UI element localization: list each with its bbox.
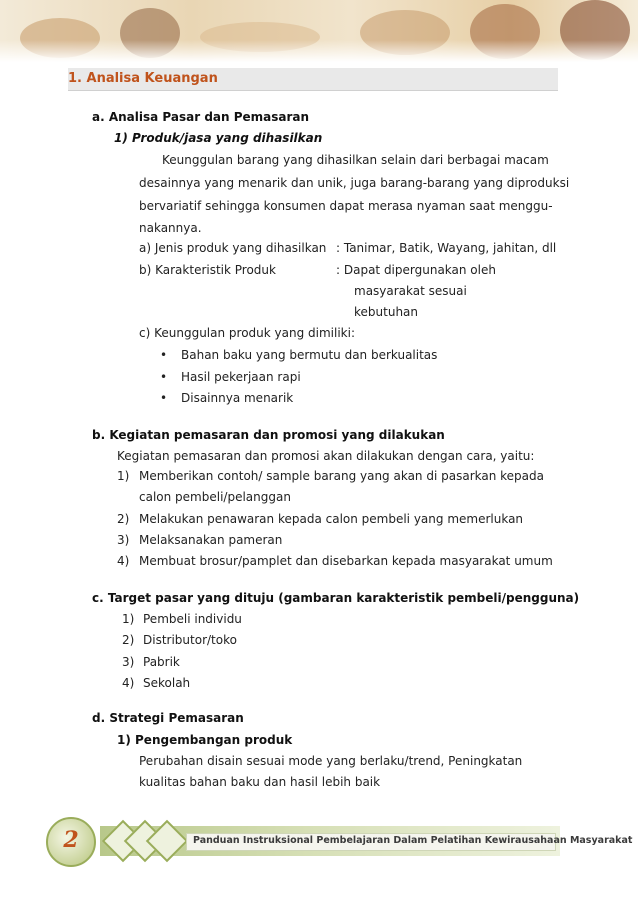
page-number-badge	[46, 817, 96, 867]
subheading-d1: 1) Pengembangan produk	[117, 733, 293, 747]
bullet-item-3: Disainnya menarik	[181, 391, 294, 405]
item-a-value: : Tanimar, Batik, Wayang, jahitan, dll	[336, 241, 557, 255]
heading-c: c. Target pasar yang dituju (gambaran karakteristik pembeli/pengguna)	[92, 591, 580, 605]
para-line-1: Keunggulan barang yang dihasilkan selain dari berbagai macam	[162, 153, 549, 167]
subheading-a1: 1) Produk/jasa yang dihasilkan	[114, 131, 323, 145]
item-a-label: a) Jenis produk yang dihasilkan	[139, 241, 327, 255]
item-b-value-3: kebutuhan	[354, 305, 419, 319]
list-item: Sekolah	[143, 676, 191, 690]
d-line-1: Perubahan disain sesuai mode yang berlaku/trend, Peningkatan	[139, 754, 523, 768]
list-num: 1)	[122, 612, 135, 626]
section-title-bar	[68, 68, 558, 91]
d-line-2: kualitas bahan baku dan hasil lebih baik	[139, 775, 381, 789]
list-item-cont: calon pembeli/pelanggan	[139, 490, 291, 504]
bullet-item-1: Bahan baku yang bermutu dan berkualitas	[181, 348, 438, 362]
footer-label: Panduan Instruksional Pembelajaran Dalam Pelatihan Kewirausahaan Masyarakat	[193, 835, 633, 846]
page-number: 2	[63, 827, 79, 853]
list-item: Membuat brosur/pamplet dan disebarkan kepada masyarakat umum	[139, 554, 553, 568]
heading-b: b. Kegiatan pemasaran dan promosi yang dilakukan	[92, 428, 445, 442]
bullet-item-2: Hasil pekerjaan rapi	[181, 370, 301, 384]
bullet-dot: •	[160, 370, 168, 384]
header-banner	[0, 0, 638, 62]
list-num: 2)	[122, 633, 135, 647]
list-num: 4)	[122, 676, 135, 690]
list-num: 3)	[122, 655, 135, 669]
list-item: Pembeli individu	[143, 612, 242, 626]
heading-a: a. Analisa Pasar dan Pemasaran	[92, 110, 310, 124]
item-b-value: : Dapat dipergunakan oleh	[336, 263, 496, 277]
para-line-3: bervariatif sehingga konsumen dapat merasa nyaman saat menggu-	[139, 199, 553, 213]
bullet-dot: •	[160, 391, 168, 405]
item-b-label: b) Karakteristik Produk	[139, 263, 276, 277]
para-line-2: desainnya yang menarik dan unik, juga barang-barang yang diproduksi	[139, 176, 570, 190]
bullet-dot: •	[160, 348, 168, 362]
footer-label-box	[186, 833, 633, 851]
list-item: Pabrik	[143, 655, 180, 669]
list-item: Melakukan penawaran kepada calon pembeli yang memerlukan	[139, 512, 524, 526]
item-c-label: c) Keunggulan produk yang dimiliki:	[139, 326, 355, 340]
list-num: 4)	[117, 554, 130, 568]
intro-b: Kegiatan pemasaran dan promosi akan dilakukan dengan cara, yaitu:	[117, 449, 535, 463]
list-num: 1)	[117, 469, 130, 483]
list-num: 3)	[117, 533, 130, 547]
para-line-4: nakannya.	[139, 221, 202, 235]
heading-d: d. Strategi Pemasaran	[92, 711, 244, 725]
list-item: Memberikan contoh/ sample barang yang akan di pasarkan kepada	[139, 469, 544, 483]
list-item: Melaksanakan pameran	[139, 533, 283, 547]
list-item: Distributor/toko	[143, 633, 237, 647]
item-b-value-2: masyarakat sesuai	[354, 284, 467, 298]
section-title: 1. Analisa Keuangan	[68, 71, 218, 86]
list-num: 2)	[117, 512, 130, 526]
